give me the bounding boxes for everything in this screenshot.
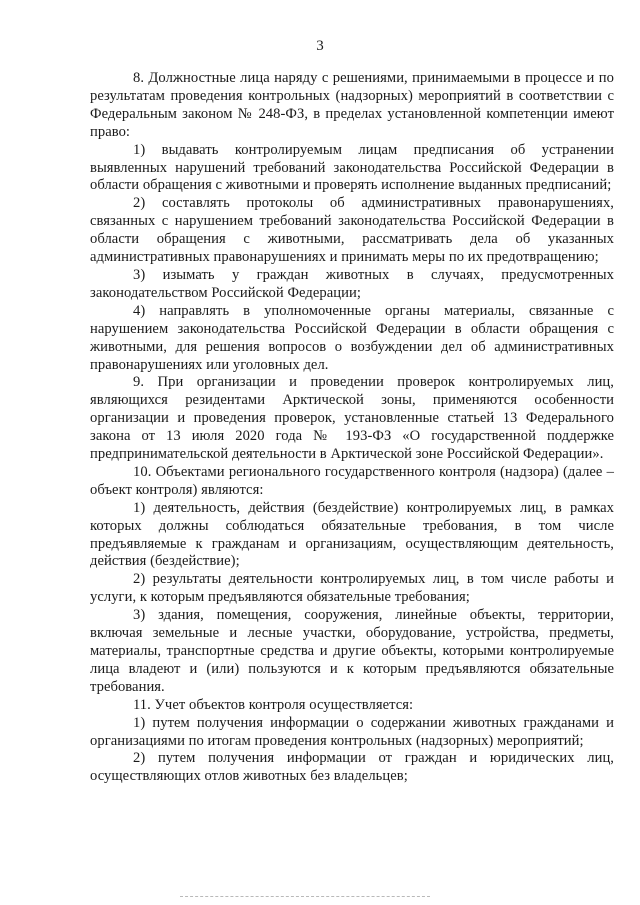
page-number: 3 xyxy=(316,38,324,54)
paragraph-10-item-2: 2) результаты деятельности контролируемых лиц, в том числе работы и услуги, к которым предъявляются обязательные требования; xyxy=(90,571,614,606)
paragraph-10: 10. Объектами регионального государственного контроля (надзора) (далее – объект контроля) являются: xyxy=(90,463,614,498)
paragraph-11-item-1: 1) путем получения информации о содержании животных гражданами и организациями по итогам проведения контрольных (надзорных) мероприятий; xyxy=(90,714,614,749)
paragraph-8-item-2: 2) составлять протоколы об административных правонарушениях, связанных с нарушением требований законодательства Российской Федерации в области обращения с животными, рассматривать дела об указанных административных правонарушениях и принимать меры по их предотвращению; xyxy=(90,195,614,266)
paragraph-8-item-1: 1) выдавать контролируемым лицам предписания об устранении выявленных нарушений требований законодательства Российской Федерации в области обращения с животными и проверять исполнение выданных предписаний; xyxy=(90,141,614,194)
paragraph-8: 8. Должностные лица наряду с решениями, принимаемыми в процессе и по результатам проведения контрольных (надзорных) мероприятий в соответствии с Федеральным законом № 248-ФЗ, в пределах установленной компетенции имеют право: xyxy=(90,70,614,140)
paragraph-11-item-2: 2) путем получения информации от граждан и юридических лиц, осуществляющих отлов животных без владельцев; xyxy=(90,750,614,785)
paragraph-8-item-4: 4) направлять в уполномоченные органы материалы, связанные с нарушением законодательства Российской Федерации в области обращения с животными, для решения вопросов о возбуждении дел об административных правонарушениях или уголовных дел. xyxy=(90,302,614,373)
paragraph-9: 9. При организации и проведении проверок контролируемых лиц, являющихся резидентами Арктической зоны, применяются особенности организации и проведения проверок, установленные статьей 13 Федерального закона от 13 июля 2020 года № 193-ФЗ «О государственной поддержке предпринимательской деятельности в Арктической зоне Российской Федерации». xyxy=(90,374,614,463)
paragraph-8-item-3: 3) изымать у граждан животных в случаях, предусмотренных законодательством Российской Федерации; xyxy=(90,266,614,301)
paragraph-10-item-3: 3) здания, помещения, сооружения, линейные объекты, территории, включая земельные и лесные участки, оборудование, устройства, предметы, материалы, транспортные средства и другие объекты, которыми контролируемые лица владеют и (или) пользуются и к которым предъявляются обязательные требования. xyxy=(90,607,614,695)
paragraph-10-item-1: 1) деятельность, действия (бездействие) контролируемых лиц, в рамках которых должны соблюдаться обязательные требования, в том числе предъявляемые к гражданам и организациям, осуществляющим деятельность, действия (бездействие); xyxy=(90,499,614,570)
scan-artifact-line xyxy=(180,896,430,897)
paragraph-11: 11. Учет объектов контроля осуществляется: xyxy=(133,696,414,713)
document-body xyxy=(90,70,614,786)
